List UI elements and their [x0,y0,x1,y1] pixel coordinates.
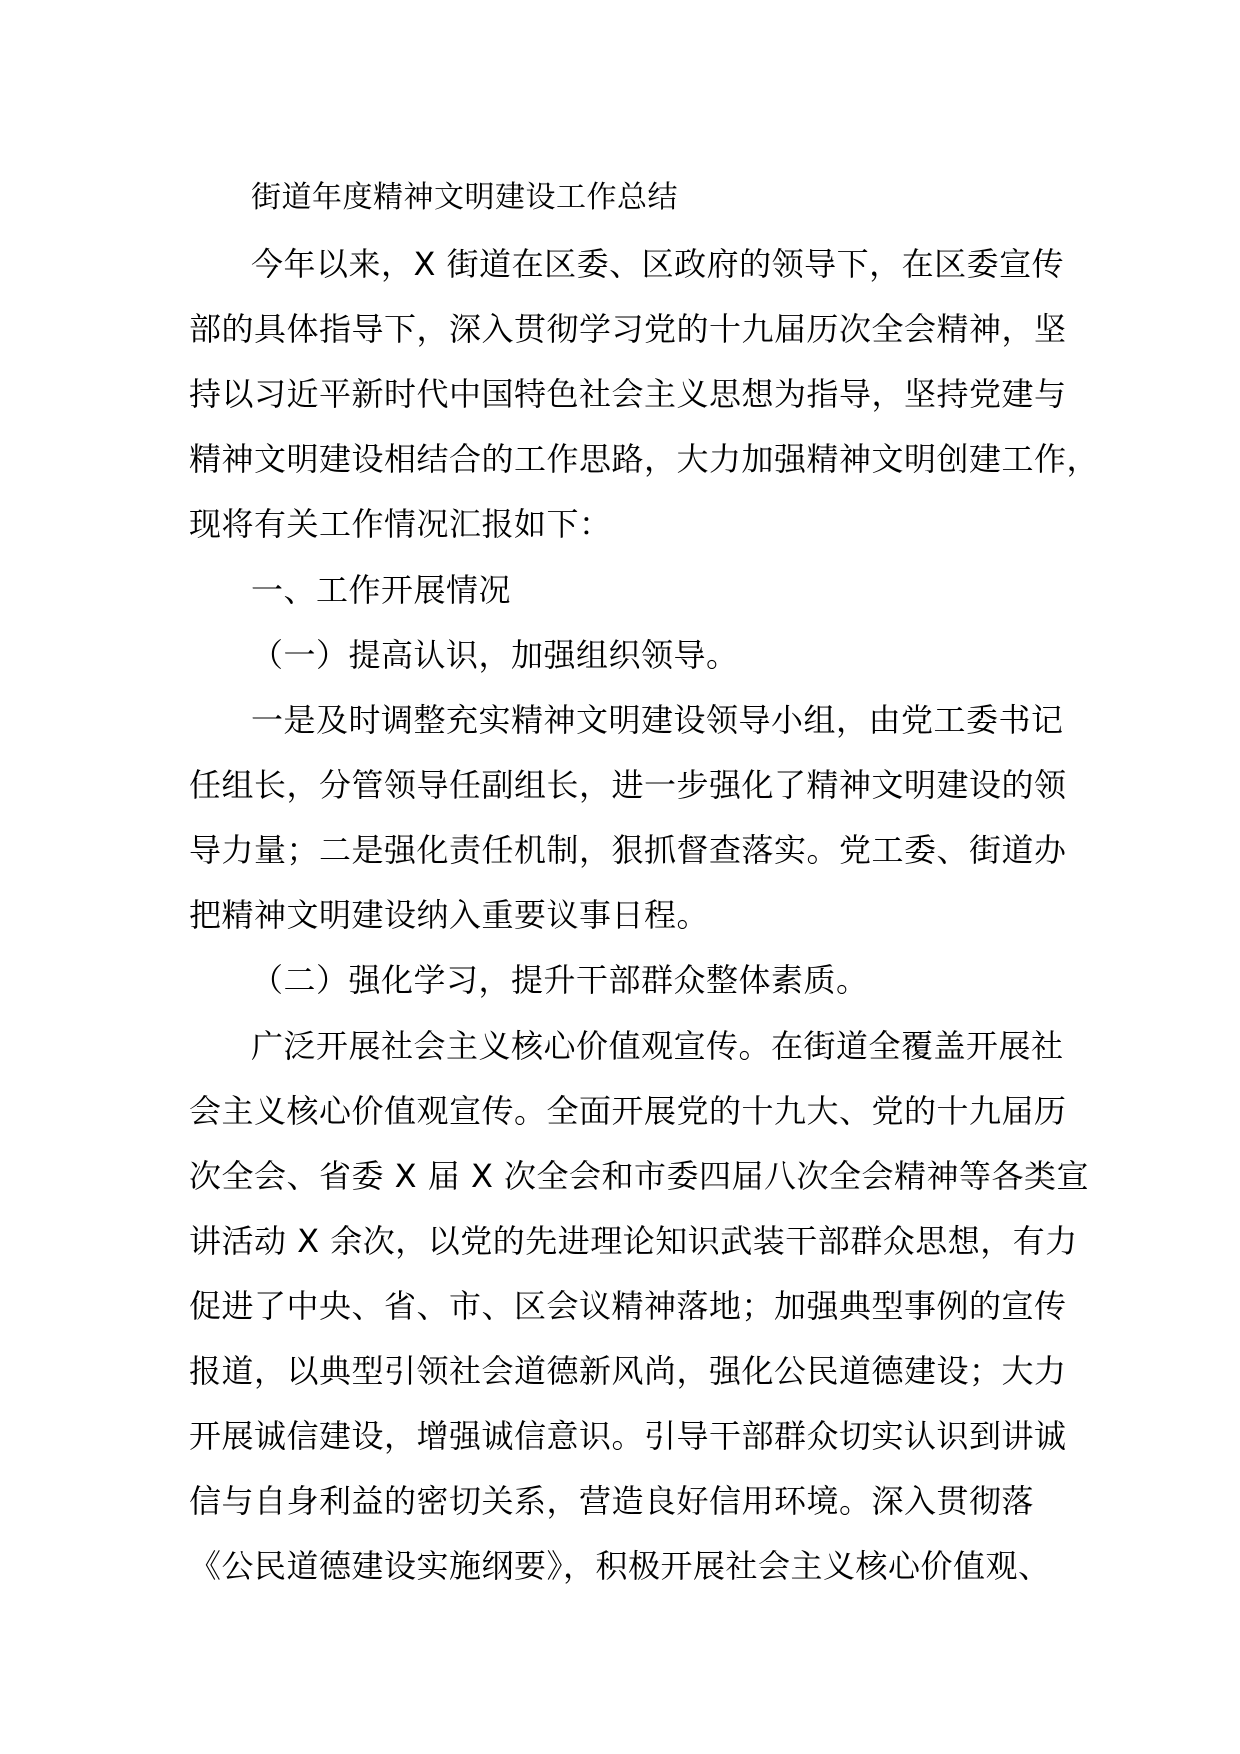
paragraph-line: 广泛开展社会主义核心价值观宣传。在街道全覆盖开展社 [251,1027,1064,1065]
paragraph-line: 部的具体指导下，深入贯彻学习党的十九届历次全会精神，坚 [189,310,1067,348]
paragraph-line: 精神文明建设相结合的工作思路，大力加强精神文明创建工作， [189,440,1100,478]
paragraph-line: 今年以来，X 街道在区委、区政府的领导下，在区委宣传 [251,245,1065,283]
paragraph-line: 持以习近平新时代中国特色社会主义思想为指导，坚持党建与 [189,375,1067,413]
paragraph-line: 次全会、省委 X 届 X 次全会和市委四届八次全会精神等各类宣 [189,1157,1090,1195]
section-heading: 一、工作开展情况 [251,571,512,609]
paragraph-line: 把精神文明建设纳入重要议事日程。 [189,896,710,934]
document-title: 街道年度精神文明建设工作总结 [251,180,678,215]
subsection-heading: （二）强化学习，提升干部群众整体素质。 [251,961,869,999]
paragraph-line: 会主义核心价值观宣传。全面开展党的十九大、党的十九届历 [189,1092,1067,1130]
paragraph-line: 信与自身利益的密切关系，营造良好信用环境。深入贯彻落 [189,1482,1035,1520]
paragraph-line: 现将有关工作情况汇报如下： [189,505,612,543]
paragraph-line: 导力量；二是强化责任机制，狠抓督查落实。党工委、街道办 [189,831,1067,869]
paragraph-line: 讲活动 X 余次，以党的先进理论知识武装干部群众思想，有力 [189,1222,1078,1260]
paragraph-line: 开展诚信建设，增强诚信意识。引导干部群众切实认识到讲诚 [189,1417,1067,1455]
paragraph-line: 一是及时调整充实精神文明建设领导小组，由党工委书记 [251,701,1064,739]
paragraph-line: 《公民道德建设实施纲要》，积极开展社会主义核心价值观、 [189,1547,1051,1585]
paragraph-line: 任组长，分管领导任副组长，进一步强化了精神文明建设的领 [189,766,1067,804]
paragraph-line: 报道，以典型引领社会道德新风尚，强化公民道德建设；大力 [189,1352,1067,1390]
paragraph-line: 促进了中央、省、市、区会议精神落地；加强典型事例的宣传 [189,1287,1067,1325]
subsection-heading: （一）提高认识，加强组织领导。 [251,636,739,674]
